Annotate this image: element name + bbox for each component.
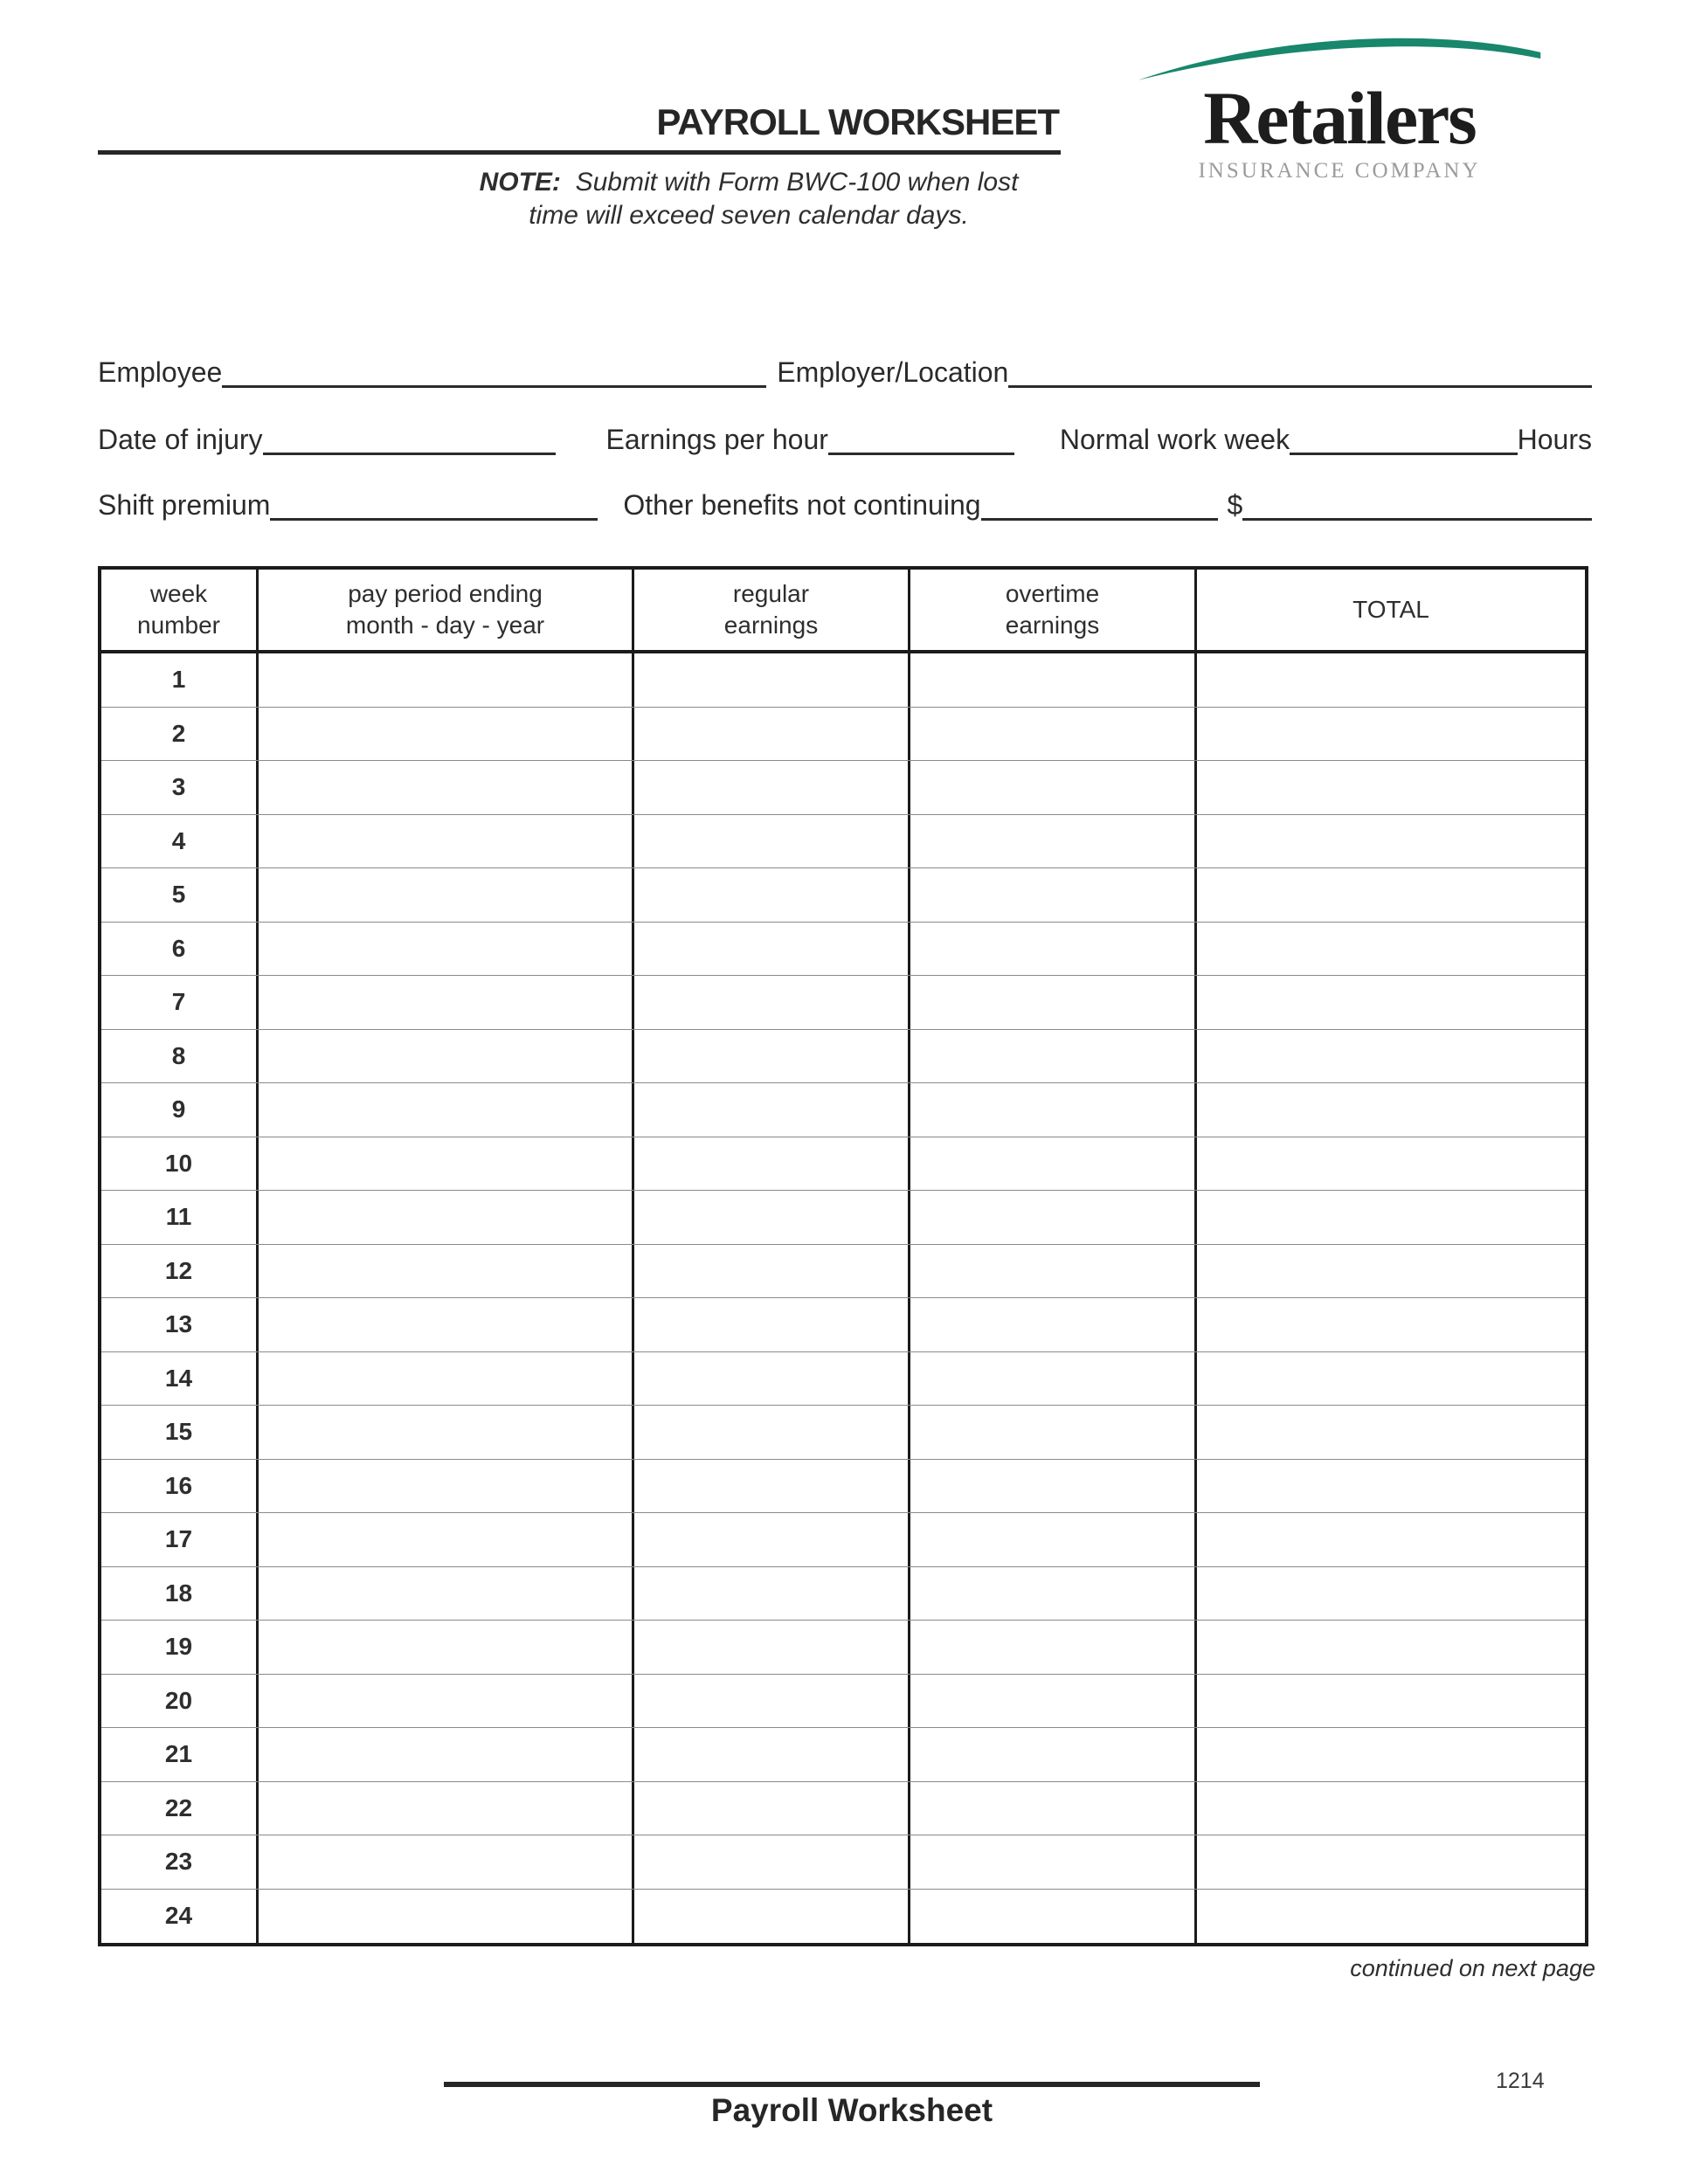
overtime-earnings-cell[interactable] <box>910 1513 1197 1566</box>
total-cell[interactable] <box>1197 708 1585 761</box>
regular-earnings-cell[interactable] <box>634 1083 910 1137</box>
regular-earnings-cell[interactable] <box>634 868 910 922</box>
regular-earnings-cell[interactable] <box>634 1621 910 1674</box>
week-number-cell: 12 <box>101 1245 259 1298</box>
regular-earnings-cell[interactable] <box>634 923 910 976</box>
table-row <box>101 1460 1585 1514</box>
table-row <box>101 1352 1585 1406</box>
total-cell[interactable] <box>1197 1675 1585 1728</box>
earnings-per-hour-label: Earnings per hour <box>605 423 828 455</box>
table-body <box>101 653 1585 1943</box>
pay-period-cell[interactable] <box>259 1835 634 1889</box>
regular-earnings-cell[interactable] <box>634 1030 910 1083</box>
week-number-cell: 2 <box>101 708 259 761</box>
total-cell[interactable] <box>1197 1030 1585 1083</box>
total-cell[interactable] <box>1197 976 1585 1029</box>
pay-period-cell[interactable] <box>259 1782 634 1835</box>
total-cell[interactable] <box>1197 815 1585 868</box>
total-cell[interactable] <box>1197 1406 1585 1459</box>
overtime-earnings-cell[interactable] <box>910 708 1197 761</box>
overtime-earnings-cell[interactable] <box>910 923 1197 976</box>
week-number-cell: 24 <box>101 1890 259 1944</box>
pay-period-cell[interactable] <box>259 653 634 707</box>
regular-earnings-cell[interactable] <box>634 1890 910 1944</box>
overtime-earnings-cell[interactable] <box>910 1030 1197 1083</box>
week-number-cell: 17 <box>101 1513 259 1566</box>
overtime-earnings-cell[interactable] <box>910 1675 1197 1728</box>
other-benefits-input-line[interactable] <box>981 486 1218 521</box>
overtime-earnings-cell[interactable] <box>910 1298 1197 1351</box>
table-row <box>101 1191 1585 1245</box>
pay-period-cell[interactable] <box>259 1406 634 1459</box>
regular-earnings-cell[interactable] <box>634 1782 910 1835</box>
field-row-2 <box>98 417 1592 455</box>
logo-company-name: Retailers <box>1203 76 1476 160</box>
note-line-1: NOTE: Submit with Form BWC-100 when lost <box>479 168 1019 197</box>
table-row <box>101 1406 1585 1460</box>
header-overtime-earnings: overtime earnings <box>910 570 1197 650</box>
employer-location-label: Employer/Location <box>777 356 1009 388</box>
regular-earnings-cell[interactable] <box>634 653 910 707</box>
table-row <box>101 1298 1585 1352</box>
regular-earnings-cell[interactable] <box>634 1137 910 1191</box>
pay-period-cell[interactable] <box>259 1567 634 1621</box>
pay-period-cell[interactable] <box>259 976 634 1029</box>
regular-earnings-cell[interactable] <box>634 1406 910 1459</box>
week-number-cell: 13 <box>101 1298 259 1351</box>
overtime-earnings-cell[interactable] <box>910 1621 1197 1674</box>
regular-earnings-cell[interactable] <box>634 815 910 868</box>
earnings-per-hour-input-line[interactable] <box>828 420 1014 455</box>
regular-earnings-cell[interactable] <box>634 1567 910 1621</box>
field-row-1 <box>98 349 1592 388</box>
total-cell[interactable] <box>1197 1460 1585 1513</box>
footer-rule <box>444 2082 1260 2087</box>
pay-period-cell[interactable] <box>259 1137 634 1191</box>
total-cell[interactable] <box>1197 1352 1585 1406</box>
week-number-cell: 19 <box>101 1621 259 1674</box>
pay-period-cell[interactable] <box>259 1083 634 1137</box>
table-row <box>101 653 1585 708</box>
overtime-earnings-cell[interactable] <box>910 1835 1197 1889</box>
overtime-earnings-cell[interactable] <box>910 653 1197 707</box>
form-number: 1214 <box>1496 2069 1545 2093</box>
overtime-earnings-cell[interactable] <box>910 1245 1197 1298</box>
pay-period-cell[interactable] <box>259 1890 634 1944</box>
table-row <box>101 1137 1585 1192</box>
total-cell[interactable] <box>1197 868 1585 922</box>
total-cell[interactable] <box>1197 1621 1585 1674</box>
regular-earnings-cell[interactable] <box>634 1191 910 1244</box>
total-cell[interactable] <box>1197 653 1585 707</box>
pay-period-cell[interactable] <box>259 1621 634 1674</box>
table-row <box>101 1083 1585 1137</box>
pay-period-cell[interactable] <box>259 1352 634 1406</box>
regular-earnings-cell[interactable] <box>634 1460 910 1513</box>
header-pay-period-ending: pay period ending month - day - year <box>259 570 634 650</box>
week-number-cell: 6 <box>101 923 259 976</box>
total-cell[interactable] <box>1197 1245 1585 1298</box>
total-cell[interactable] <box>1197 1191 1585 1244</box>
pay-period-cell[interactable] <box>259 1460 634 1513</box>
week-number-cell: 10 <box>101 1137 259 1191</box>
pay-period-cell[interactable] <box>259 815 634 868</box>
table-row <box>101 1621 1585 1675</box>
note-text <box>437 166 1061 232</box>
shift-premium-label: Shift premium <box>98 488 271 521</box>
week-number-cell: 4 <box>101 815 259 868</box>
overtime-earnings-cell[interactable] <box>910 976 1197 1029</box>
table-row <box>101 1782 1585 1836</box>
pay-period-cell[interactable] <box>259 1245 634 1298</box>
date-of-injury-label: Date of injury <box>98 423 263 455</box>
week-number-cell: 20 <box>101 1675 259 1728</box>
pay-period-cell[interactable] <box>259 1728 634 1781</box>
week-number-cell: 11 <box>101 1191 259 1244</box>
week-number-cell: 21 <box>101 1728 259 1781</box>
overtime-earnings-cell[interactable] <box>910 1460 1197 1513</box>
table-row <box>101 868 1585 923</box>
overtime-earnings-cell[interactable] <box>910 1728 1197 1781</box>
employee-input-line[interactable] <box>222 353 766 388</box>
week-number-cell: 18 <box>101 1567 259 1621</box>
week-number-cell: 8 <box>101 1030 259 1083</box>
regular-earnings-cell[interactable] <box>634 1245 910 1298</box>
header-week-number: week number <box>101 570 259 650</box>
total-cell[interactable] <box>1197 1782 1585 1835</box>
pay-period-cell[interactable] <box>259 1513 634 1566</box>
payroll-table <box>98 566 1588 1946</box>
other-benefits-label: Other benefits not continuing <box>623 488 981 521</box>
continued-note: continued on next page <box>1350 1955 1595 1981</box>
employer-location-input-line[interactable] <box>1008 353 1592 388</box>
pay-period-cell[interactable] <box>259 923 634 976</box>
normal-work-week-input-line[interactable] <box>1290 420 1518 455</box>
week-number-cell: 15 <box>101 1406 259 1459</box>
week-number-cell: 3 <box>101 761 259 814</box>
table-row <box>101 1675 1585 1729</box>
total-cell[interactable] <box>1197 1513 1585 1566</box>
field-row-3 <box>98 482 1592 521</box>
table-row <box>101 815 1585 869</box>
regular-earnings-cell[interactable] <box>634 1728 910 1781</box>
regular-earnings-cell[interactable] <box>634 1513 910 1566</box>
normal-work-week-label: Normal work week <box>1059 423 1290 455</box>
table-row <box>101 1835 1585 1890</box>
table-row <box>101 761 1585 815</box>
pay-period-cell[interactable] <box>259 1675 634 1728</box>
logo-company-subtitle: INSURANCE COMPANY <box>1198 159 1481 183</box>
note-line-2: time will exceed seven calendar days. <box>529 200 969 230</box>
table-header-row <box>101 570 1585 653</box>
total-cell[interactable] <box>1197 1835 1585 1889</box>
week-number-cell: 23 <box>101 1835 259 1889</box>
overtime-earnings-cell[interactable] <box>910 1567 1197 1621</box>
week-number-cell: 5 <box>101 868 259 922</box>
week-number-cell: 16 <box>101 1460 259 1513</box>
dollar-sign-label: $ <box>1227 488 1243 521</box>
table-row <box>101 923 1585 977</box>
overtime-earnings-cell[interactable] <box>910 815 1197 868</box>
page-title: PAYROLL WORKSHEET <box>656 101 1059 142</box>
table-row <box>101 976 1585 1030</box>
week-number-cell: 7 <box>101 976 259 1029</box>
total-cell[interactable] <box>1197 1567 1585 1621</box>
overtime-earnings-cell[interactable] <box>910 1782 1197 1835</box>
employee-label: Employee <box>98 356 223 388</box>
week-number-cell: 9 <box>101 1083 259 1137</box>
table-row <box>101 708 1585 762</box>
overtime-earnings-cell[interactable] <box>910 1191 1197 1244</box>
week-number-cell: 1 <box>101 653 259 707</box>
overtime-earnings-cell[interactable] <box>910 868 1197 922</box>
table-row <box>101 1245 1585 1299</box>
week-number-cell: 14 <box>101 1352 259 1406</box>
title-underline <box>98 150 1061 155</box>
date-of-injury-input-line[interactable] <box>263 420 556 455</box>
pay-period-cell[interactable] <box>259 761 634 814</box>
regular-earnings-cell[interactable] <box>634 1298 910 1351</box>
total-cell[interactable] <box>1197 1890 1585 1944</box>
total-cell[interactable] <box>1197 1137 1585 1191</box>
total-cell[interactable] <box>1197 923 1585 976</box>
total-cell[interactable] <box>1197 1083 1585 1137</box>
pay-period-cell[interactable] <box>259 708 634 761</box>
week-number-cell: 22 <box>101 1782 259 1835</box>
table-row <box>101 1030 1585 1084</box>
total-cell[interactable] <box>1197 1728 1585 1781</box>
regular-earnings-cell[interactable] <box>634 1675 910 1728</box>
table-row <box>101 1567 1585 1621</box>
table-row <box>101 1890 1585 1944</box>
table-row <box>101 1513 1585 1567</box>
table-row <box>101 1728 1585 1782</box>
overtime-earnings-cell[interactable] <box>910 1352 1197 1406</box>
regular-earnings-cell[interactable] <box>634 1352 910 1406</box>
pay-period-cell[interactable] <box>259 1191 634 1244</box>
regular-earnings-cell[interactable] <box>634 1835 910 1889</box>
regular-earnings-cell[interactable] <box>634 761 910 814</box>
regular-earnings-cell[interactable] <box>634 708 910 761</box>
regular-earnings-cell[interactable] <box>634 976 910 1029</box>
pay-period-cell[interactable] <box>259 868 634 922</box>
pay-period-cell[interactable] <box>259 1298 634 1351</box>
overtime-earnings-cell[interactable] <box>910 1406 1197 1459</box>
header-total: TOTAL <box>1352 595 1429 623</box>
dollar-amount-input-line[interactable] <box>1242 486 1592 521</box>
shift-premium-input-line[interactable] <box>270 486 598 521</box>
overtime-earnings-cell[interactable] <box>910 1890 1197 1944</box>
note-label: NOTE: <box>479 168 561 197</box>
overtime-earnings-cell[interactable] <box>910 1137 1197 1191</box>
footer-doc-title: Payroll Worksheet <box>710 2092 993 2128</box>
company-logo <box>1132 23 1546 183</box>
header-regular-earnings: regular earnings <box>634 570 910 650</box>
total-cell[interactable] <box>1197 1298 1585 1351</box>
hours-suffix-label: Hours <box>1517 423 1592 455</box>
overtime-earnings-cell[interactable] <box>910 761 1197 814</box>
pay-period-cell[interactable] <box>259 1030 634 1083</box>
total-cell[interactable] <box>1197 761 1585 814</box>
overtime-earnings-cell[interactable] <box>910 1083 1197 1137</box>
